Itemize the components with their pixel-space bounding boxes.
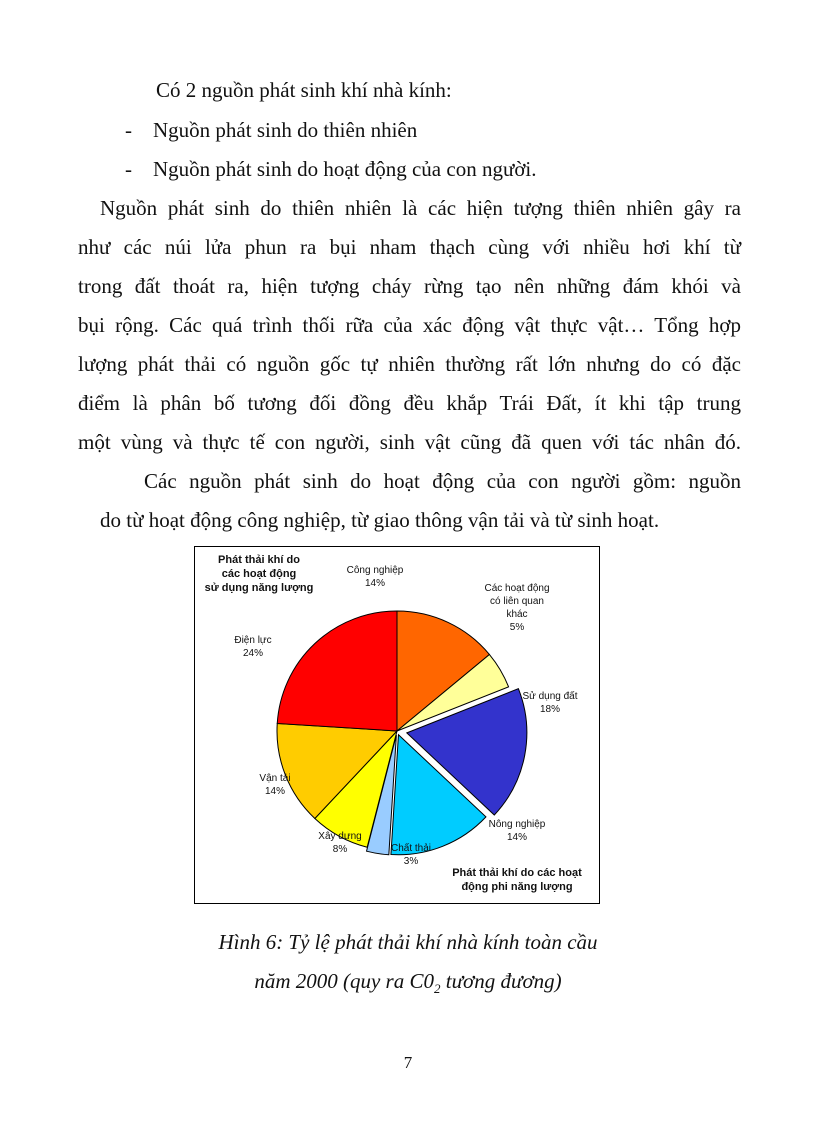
page-number: 7 xyxy=(403,1053,413,1072)
paragraph-line: Các nguồn phát sinh do hoạt động của con người gồm: nguồn xyxy=(144,469,741,493)
pie-chart xyxy=(195,547,599,903)
pie-label-chat-thai: Chất thải 3% xyxy=(390,843,432,867)
group-label-energy: Phát thải khí do các hoạt động sử dụng năng lượng xyxy=(204,554,314,594)
bullet-item: Nguồn phát sinh do hoạt động của con người. xyxy=(153,157,537,181)
bullet-marker: - xyxy=(125,157,132,181)
pie-slice-dien-luc xyxy=(277,611,397,731)
paragraph-line: điểm là phân bố tương đối đồng đều khắp Trái Đất, ít khi tập trung xyxy=(78,391,741,415)
caption-text: tương đương) xyxy=(440,969,562,993)
paragraph-line: trong đất thoát ra, hiện tượng cháy rừng tạo nên những đám khói và xyxy=(78,274,741,298)
paragraph-line: như các núi lửa phun ra bụi nham thạch cùng với nhiều hơi khí từ xyxy=(78,235,741,259)
pie-label-cac-hoat-dong-co-lien-quan-khac: Các hoạt động có liên quan khác 5% xyxy=(484,583,550,633)
caption-subscript: 2 xyxy=(434,981,441,997)
pie-label-xay-dung: Xây dựng 8% xyxy=(318,831,362,855)
bullet-marker: - xyxy=(125,118,132,142)
paragraph-line: do từ hoạt động công nghiệp, từ giao thông vận tải và từ sinh hoạt. xyxy=(100,508,660,532)
group-label-non-energy: Phát thải khí do các hoạt động phi năng lượng xyxy=(452,867,582,893)
paragraph-line: lượng phát thải có nguồn gốc tự nhiên thường rất lớn nhưng do có đặc xyxy=(78,352,741,376)
figure-caption-line-1: Hình 6: Tỷ lệ phát thải khí nhà kính toàn cầu xyxy=(218,930,598,954)
pie-label-van-tai: Vận tải 14% xyxy=(259,773,291,797)
paragraph-line: Nguồn phát sinh do thiên nhiên là các hiện tượng thiên nhiên gây ra xyxy=(100,196,741,220)
pie-label-dien-luc: Điện lực 24% xyxy=(234,635,272,659)
pie-label-su-dung-dat: Sử dụng đất 18% xyxy=(522,691,578,715)
bullet-item: Nguồn phát sinh do thiên nhiên xyxy=(153,118,418,142)
pie-chart-frame xyxy=(194,546,600,904)
paragraph-line: bụi rộng. Các quá trình thối rữa của xác động vật thực vật… Tổng hợp xyxy=(78,313,741,337)
intro-line: Có 2 nguồn phát sinh khí nhà kính: xyxy=(156,78,452,102)
pie-label-nong-nghiep: Nông nghiệp 14% xyxy=(488,819,546,843)
figure-caption-line-2 xyxy=(0,967,816,1003)
pie-label-cong-nghiep: Công nghiệp 14% xyxy=(346,565,404,589)
caption-text: năm 2000 (quy ra C0 xyxy=(254,969,434,993)
paragraph-line: một vùng và thực tế con người, sinh vật cũng đã quen với tác nhân đó. xyxy=(78,430,741,454)
